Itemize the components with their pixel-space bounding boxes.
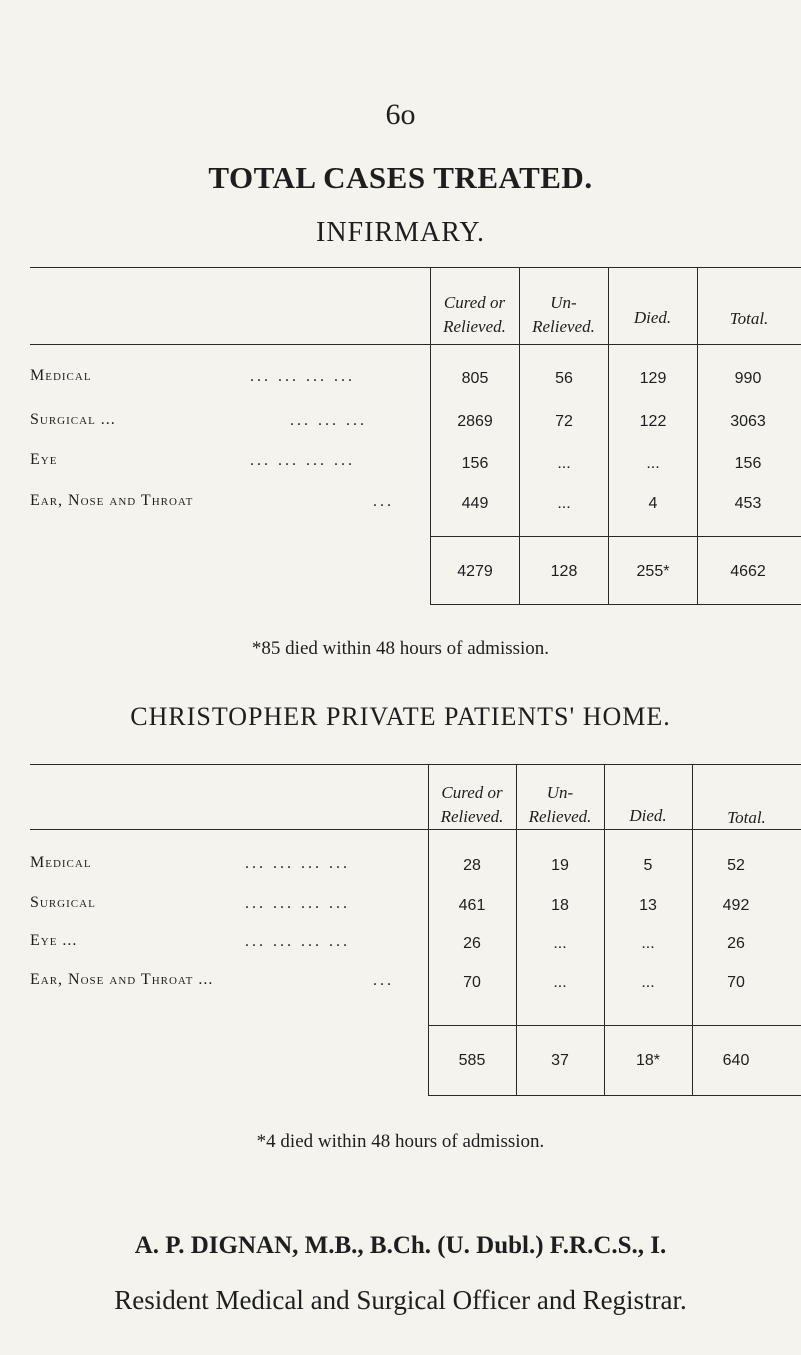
cell-total: 3063 <box>730 413 766 430</box>
cell-unrelieved: 72 <box>555 413 573 430</box>
col-head-died: Died. <box>633 308 672 327</box>
cell-cured: 28 <box>463 857 481 874</box>
leader-dots: ... ... ... ... <box>250 452 355 469</box>
leader-dots: ... <box>373 493 394 510</box>
cell-unrelieved: 19 <box>551 857 569 874</box>
christopher-footnote: *4 died within 48 hours of admission. <box>256 1131 545 1152</box>
cell-unrelieved: ... <box>553 935 567 952</box>
totals-bottom-rule <box>428 1095 801 1096</box>
header-rule <box>30 344 430 345</box>
row-label-surgical: Surgical <box>30 894 96 911</box>
leader-dots: ... ... ... ... <box>245 895 350 912</box>
cell-total: 52 <box>727 857 745 874</box>
total-cured: 585 <box>458 1052 486 1069</box>
row-label-eye: Eye ... <box>30 932 78 949</box>
total-unrelieved: 128 <box>550 563 578 580</box>
col-head-died: Died. <box>629 806 667 825</box>
col-head-cured: Cured or Relieved. <box>443 293 506 336</box>
cell-cured: 461 <box>458 897 486 914</box>
totals-top-rule <box>430 536 801 537</box>
cell-cured: 26 <box>463 935 481 952</box>
leader-dots: ... ... ... ... <box>245 933 350 950</box>
cell-died: 129 <box>639 370 667 387</box>
row-label-ent: Ear, Nose and Throat <box>30 492 194 509</box>
cell-cured: 70 <box>463 974 481 991</box>
cell-total: 26 <box>727 935 745 952</box>
cell-unrelieved: ... <box>557 495 571 512</box>
cell-unrelieved: 56 <box>555 370 573 387</box>
grand-total: 4662 <box>730 563 766 580</box>
total-cured: 4279 <box>457 563 493 580</box>
infirmary-footnote: *85 died within 48 hours of admission. <box>251 638 550 659</box>
cell-total: 70 <box>727 974 745 991</box>
page-number: 6o <box>385 98 416 131</box>
cell-died: ... <box>641 974 655 991</box>
col-head-unrelieved: Un- Relieved. <box>532 293 595 336</box>
cell-died: ... <box>641 935 655 952</box>
row-label-medical: Medical <box>30 367 92 384</box>
table-top-rule <box>30 764 801 765</box>
cell-total: 990 <box>734 370 762 387</box>
page-title: TOTAL CASES TREATED. <box>208 160 593 195</box>
grand-total: 640 <box>722 1052 750 1069</box>
total-died: 18* <box>635 1052 661 1069</box>
col-head-cured: Cured or Relieved. <box>440 783 504 826</box>
signatory-name: A. P. DIGNAN, M.B., B.Ch. (U. Dubl.) F.R.C.S., I. <box>134 1232 667 1259</box>
cell-total: 156 <box>734 455 762 472</box>
cell-died: 5 <box>643 857 653 874</box>
signatory-role: Resident Medical and Surgical Officer and Registrar. <box>114 1285 687 1315</box>
cell-died: 4 <box>648 495 658 512</box>
cell-cured: 449 <box>461 495 489 512</box>
leader-dots: ... ... ... ... <box>250 368 355 385</box>
header-rule <box>30 829 801 830</box>
infirmary-heading: INFIRMARY. <box>316 217 485 248</box>
row-label-medical: Medical <box>30 854 92 871</box>
row-label-ent: Ear, Nose and Throat ... <box>30 971 214 988</box>
totals-top-rule <box>428 1025 801 1026</box>
totals-bottom-rule <box>430 604 801 605</box>
cell-cured: 156 <box>461 455 489 472</box>
cell-died: 13 <box>639 897 657 914</box>
col-head-total: Total. <box>727 808 766 827</box>
leader-dots: ... ... ... <box>290 412 367 429</box>
row-label-surgical: Surgical ... <box>30 411 116 428</box>
leader-dots: ... <box>373 972 394 989</box>
cell-unrelieved: ... <box>557 455 571 472</box>
total-died: 255* <box>636 563 670 580</box>
header-rule <box>430 344 801 345</box>
row-label-eye: Eye <box>30 451 58 468</box>
cell-died: 122 <box>639 413 667 430</box>
cell-total: 453 <box>734 495 762 512</box>
cell-unrelieved: ... <box>553 974 567 991</box>
col-head-unrelieved: Un- Relieved. <box>528 783 592 826</box>
col-head-total: Total. <box>729 309 769 328</box>
cell-unrelieved: 18 <box>551 897 569 914</box>
total-unrelieved: 37 <box>551 1052 569 1069</box>
christopher-heading: CHRISTOPHER PRIVATE PATIENTS' HOME. <box>130 702 671 731</box>
cell-cured: 2869 <box>457 413 493 430</box>
leader-dots: ... ... ... ... <box>245 855 350 872</box>
table-top-rule <box>30 267 801 268</box>
cell-died: ... <box>646 455 660 472</box>
cell-total: 492 <box>722 897 750 914</box>
cell-cured: 805 <box>461 370 489 387</box>
